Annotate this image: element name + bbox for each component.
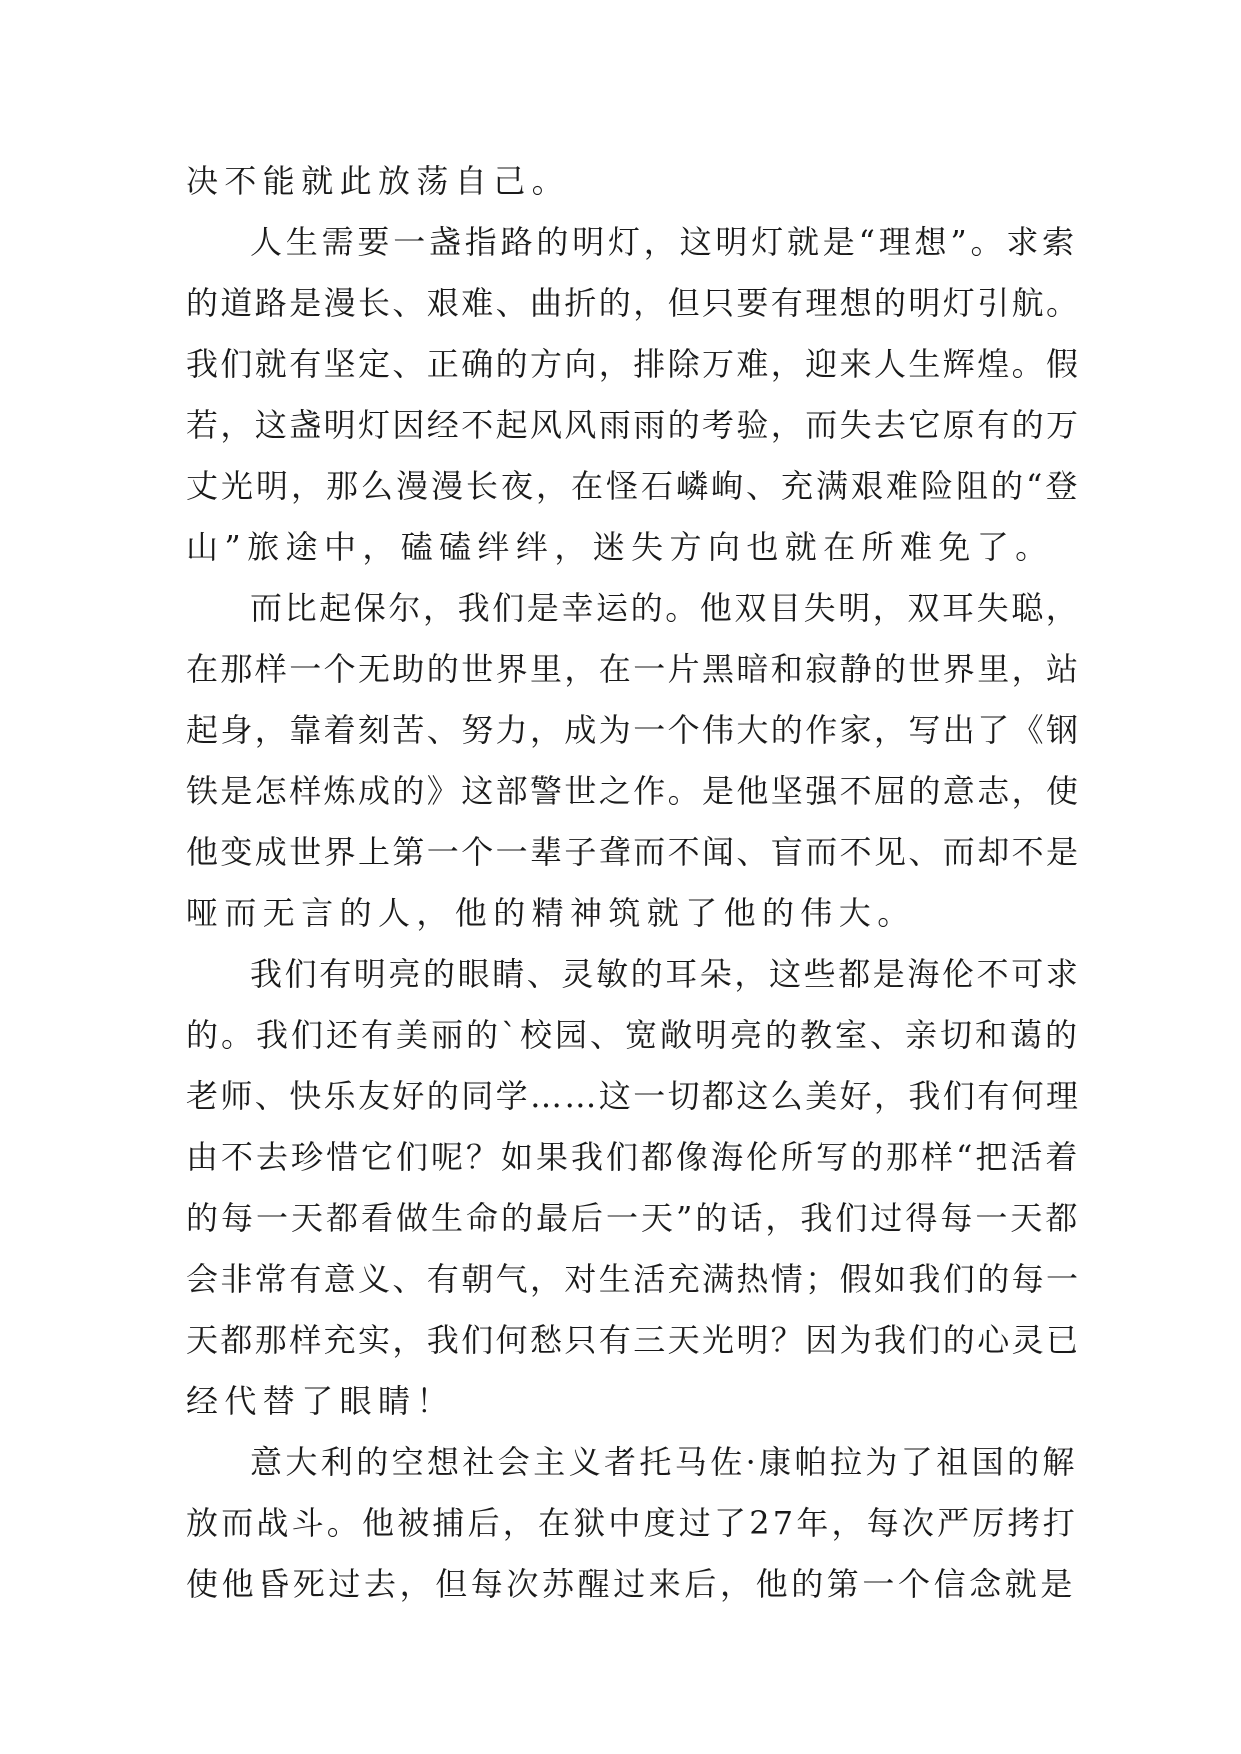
paragraph-helen-line-1: 我们有明亮的眼睛、灵敏的耳朵，这些都是海伦不可求 — [250, 955, 1081, 993]
paragraph-helen-line-8: 经代替了眼睛！ — [186, 1382, 455, 1420]
paragraph-ideal-line-6: 山”旅途中，磕磕绊绊，迷失方向也就在所难免了。 — [186, 528, 1054, 566]
paragraph-pavel-line-6: 哑而无言的人，他的精神筑就了他的伟大。 — [186, 894, 916, 932]
paragraph-pavel-line-2: 在那样一个无助的世界里，在一片黑暗和寂静的世界里，站 — [186, 650, 1081, 688]
paragraph-helen-line-7: 天都那样充实，我们何愁只有三天光明？因为我们的心灵已 — [186, 1321, 1081, 1359]
paragraph-campanella-line-2: 放而战斗。他被捕后，在狱中度过了27年，每次严厉拷打 — [186, 1504, 1078, 1542]
paragraph-ideal-line-4: 若，这盏明灯因经不起风风雨雨的考验，而失去它原有的万 — [186, 406, 1081, 444]
paragraph-helen-line-5: 的每一天都看做生命的最后一天”的话，我们过得每一天都 — [186, 1199, 1081, 1237]
paragraph-helen-line-3: 老师、快乐友好的同学……这一切都这么美好，我们有何理 — [186, 1077, 1081, 1115]
paragraph-pavel-line-1: 而比起保尔，我们是幸运的。他双目失明，双耳失聪， — [250, 589, 1081, 627]
paragraph-pavel-line-4: 铁是怎样炼成的》这部警世之作。是他坚强不屈的意志，使 — [186, 772, 1081, 810]
paragraph-helen-line-2: 的。我们还有美丽的`校园、宽敞明亮的教室、亲切和蔼的 — [186, 1016, 1081, 1054]
paragraph-ideal-line-5: 丈光明，那么漫漫长夜，在怪石嶙峋、充满艰难险阻的“登 — [186, 467, 1081, 505]
text-line-1: 决不能就此放荡自己。 — [186, 162, 571, 200]
paragraph-helen-line-4: 由不去珍惜它们呢？如果我们都像海伦所写的那样“把活着 — [186, 1138, 1081, 1176]
document-body — [186, 151, 1081, 1615]
paragraph-pavel-line-3: 起身，靠着刻苦、努力，成为一个伟大的作家，写出了《钢 — [186, 711, 1081, 749]
paragraph-helen-line-6: 会非常有意义、有朝气，对生活充满热情；假如我们的每一 — [186, 1260, 1081, 1298]
paragraph-ideal-line-2: 的道路是漫长、艰难、曲折的，但只要有理想的明灯引航。 — [186, 284, 1081, 322]
paragraph-ideal-line-3: 我们就有坚定、正确的方向，排除万难，迎来人生辉煌。假 — [186, 345, 1081, 383]
paragraph-campanella-line-3: 使他昏死过去，但每次苏醒过来后，他的第一个信念就是 — [186, 1565, 1077, 1603]
paragraph-pavel-line-5: 他变成世界上第一个一辈子聋而不闻、盲而不见、而却不是 — [186, 833, 1081, 871]
paragraph-campanella-line-1: 意大利的空想社会主义者托马佐·康帕拉为了祖国的解 — [250, 1443, 1078, 1481]
paragraph-ideal-line-1: 人生需要一盏指路的明灯，这明灯就是“理想”。求索 — [250, 223, 1078, 261]
